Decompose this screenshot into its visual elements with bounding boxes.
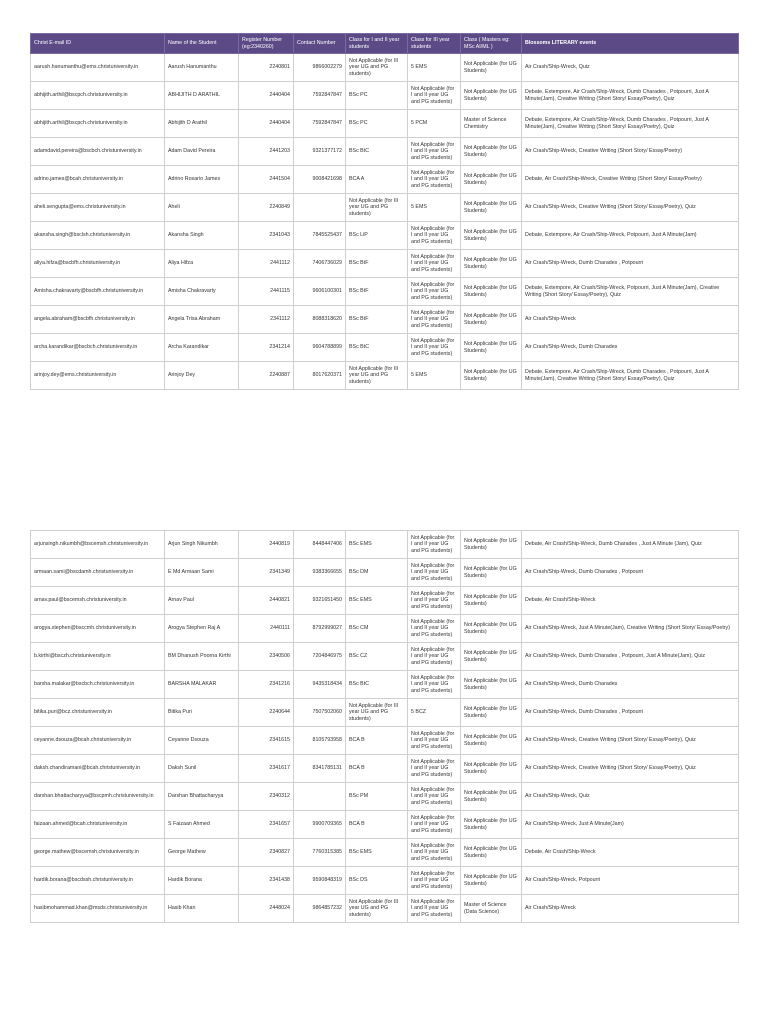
cell-events: Air Crash/Ship-Wreck, Quiz bbox=[522, 783, 739, 811]
cell-contact: 8341785131 bbox=[294, 755, 346, 783]
cell-email: george.mathew@bscemsh.christuniversity.in bbox=[31, 839, 165, 867]
cell-register: 2341043 bbox=[239, 222, 294, 250]
cell-name: Adrino Rosario James bbox=[165, 166, 239, 194]
cell-class-iii: Not Applicable (for I and II year UG and PG students) bbox=[408, 671, 461, 699]
cell-events: Debate, Extempore, Air Crash/Ship-Wreck, Dumb Charades , Potpourri, Just A Minute(Jam), Creative Writing (Short Story/ Essay/Poetry), Quiz bbox=[522, 82, 739, 110]
cell-class-ug: Not Applicable (for III year UG and PG students) bbox=[346, 362, 408, 390]
cell-register: 2440819 bbox=[239, 531, 294, 559]
cell-contact: 9435318434 bbox=[294, 671, 346, 699]
cell-events: Air Crash/Ship-Wreck bbox=[522, 306, 739, 334]
cell-class-iii: 5 PCM bbox=[408, 110, 461, 138]
cell-class-iii: 5 EMS bbox=[408, 194, 461, 222]
cell-class-masters: Not Applicable (for UG Students) bbox=[461, 699, 522, 727]
cell-email: adamdavid.pereira@bscbch.christuniversity.in bbox=[31, 138, 165, 166]
cell-email: abhijith.arthil@bscpch.christuniversity.in bbox=[31, 110, 165, 138]
cell-email: aheli.sengupta@ems.christuniversity.in bbox=[31, 194, 165, 222]
cell-name: Arinjoy Dey bbox=[165, 362, 239, 390]
cell-events: Air Crash/Ship-Wreck, Creative Writing (Short Story/ Essay/Poetry), Quiz bbox=[522, 727, 739, 755]
header-class-ug: Class for I and II year students bbox=[346, 34, 408, 54]
cell-class-iii: Not Applicable (for I and II year UG and PG students) bbox=[408, 587, 461, 615]
table-row bbox=[31, 587, 739, 615]
cell-register: 2441115 bbox=[239, 278, 294, 306]
cell-contact: 8448447406 bbox=[294, 531, 346, 559]
cell-email: bitika.puri@bcz.christuniversity.in bbox=[31, 699, 165, 727]
cell-register: 2440404 bbox=[239, 82, 294, 110]
cell-class-masters: Not Applicable (for UG Students) bbox=[461, 839, 522, 867]
table-row bbox=[31, 334, 739, 362]
cell-email: arogya.stephen@bsccmh.christuniversity.in bbox=[31, 615, 165, 643]
cell-contact: 9606100301 bbox=[294, 278, 346, 306]
table-row bbox=[31, 727, 739, 755]
table-row bbox=[31, 615, 739, 643]
cell-class-iii: Not Applicable (for I and II year UG and PG students) bbox=[408, 82, 461, 110]
cell-contact: 7406736029 bbox=[294, 250, 346, 278]
cell-class-iii: Not Applicable (for I and II year UG and PG students) bbox=[408, 334, 461, 362]
cell-class-ug: BSc EMS bbox=[346, 587, 408, 615]
table-row bbox=[31, 166, 739, 194]
cell-class-ug: BSc BtF bbox=[346, 278, 408, 306]
cell-class-masters: Not Applicable (for UG Students) bbox=[461, 306, 522, 334]
cell-class-iii: Not Applicable (for I and II year UG and PG students) bbox=[408, 839, 461, 867]
cell-contact: 7507502060 bbox=[294, 699, 346, 727]
header-email: Christ E-mail ID bbox=[31, 34, 165, 54]
cell-class-ug: Not Applicable (for III year UG and PG students) bbox=[346, 895, 408, 923]
table-row bbox=[31, 895, 739, 923]
cell-register: 2341617 bbox=[239, 755, 294, 783]
cell-contact: 7845525437 bbox=[294, 222, 346, 250]
cell-class-masters: Not Applicable (for UG Students) bbox=[461, 194, 522, 222]
cell-register: 2341214 bbox=[239, 334, 294, 362]
cell-name: Angela Trisa Abraham bbox=[165, 306, 239, 334]
cell-class-iii: Not Applicable (for I and II year UG and PG students) bbox=[408, 895, 461, 923]
table-row bbox=[31, 278, 739, 306]
cell-email: armaan.sami@bscdamh.christuniversity.in bbox=[31, 559, 165, 587]
cell-contact: 7592847847 bbox=[294, 82, 346, 110]
cell-class-masters: Master of Science (Data Science) bbox=[461, 895, 522, 923]
cell-events: Air Crash/Ship-Wreck, Creative Writing (Short Story/ Essay/Poetry), Quiz bbox=[522, 755, 739, 783]
cell-class-masters: Not Applicable (for UG Students) bbox=[461, 783, 522, 811]
cell-events: Air Crash/Ship-Wreck, Dumb Charades , Potpourri, Just A Minute(Jam), Quiz bbox=[522, 643, 739, 671]
cell-register: 2240887 bbox=[239, 362, 294, 390]
cell-contact: 9590848319 bbox=[294, 867, 346, 895]
cell-contact bbox=[294, 783, 346, 811]
table-row bbox=[31, 867, 739, 895]
cell-events: Debate, Air Crash/Ship-Wreck, Dumb Charades , Just A Minute (Jam), Quiz bbox=[522, 531, 739, 559]
cell-class-ug: BSc DM bbox=[346, 559, 408, 587]
cell-class-masters: Not Applicable (for UG Students) bbox=[461, 587, 522, 615]
cell-register: 2340312 bbox=[239, 783, 294, 811]
table-row bbox=[31, 362, 739, 390]
cell-email: akansha.singh@bsclsh.christuniversity.in bbox=[31, 222, 165, 250]
cell-register: 2341349 bbox=[239, 559, 294, 587]
header-class-iii: Class for III year students bbox=[408, 34, 461, 54]
cell-class-iii: Not Applicable (for I and II year UG and PG students) bbox=[408, 222, 461, 250]
cell-class-ug: BSc BtC bbox=[346, 138, 408, 166]
cell-contact: 9864857232 bbox=[294, 895, 346, 923]
cell-email: hasibmohammad.khan@msds.christuniversity.in bbox=[31, 895, 165, 923]
cell-email: faizaan.ahmed@bcah.christuniversity.in bbox=[31, 811, 165, 839]
cell-events: Debate, Extempore, Air Crash/Ship-Wreck, Potpourri, Just A Minute(Jam), Creative Writing (Short Story/ Essay/Poetry), Quiz bbox=[522, 278, 739, 306]
cell-class-iii: Not Applicable (for I and II year UG and PG students) bbox=[408, 166, 461, 194]
cell-register: 2240644 bbox=[239, 699, 294, 727]
cell-events: Debate, Air Crash/Ship-Wreck bbox=[522, 839, 739, 867]
cell-class-masters: Not Applicable (for UG Students) bbox=[461, 643, 522, 671]
cell-contact: 7204846975 bbox=[294, 643, 346, 671]
header-name: Name of the Student bbox=[165, 34, 239, 54]
cell-class-masters: Not Applicable (for UG Students) bbox=[461, 755, 522, 783]
cell-email: hardik.borana@bscdssh.christuniversity.in bbox=[31, 867, 165, 895]
cell-class-masters: Not Applicable (for UG Students) bbox=[461, 222, 522, 250]
cell-email: aliya.hifza@bscbfh.christuniversity.in bbox=[31, 250, 165, 278]
cell-name: Arogya Stephen Raj A bbox=[165, 615, 239, 643]
cell-class-masters: Master of Science Chemistry bbox=[461, 110, 522, 138]
cell-class-masters: Not Applicable (for UG Students) bbox=[461, 811, 522, 839]
cell-email: adrino.james@bcah.christuniversity.in bbox=[31, 166, 165, 194]
cell-email: archa.karandikar@bscbch.christuniversity.in bbox=[31, 334, 165, 362]
table-row bbox=[31, 54, 739, 82]
header-class-masters: Class ( Masters eg: MSc AI/ML ) bbox=[461, 34, 522, 54]
cell-email: abhijith.arthil@bscpch.christuniversity.in bbox=[31, 82, 165, 110]
cell-register: 2341216 bbox=[239, 671, 294, 699]
cell-class-ug: BSc BtC bbox=[346, 334, 408, 362]
header-contact: Contact Number bbox=[294, 34, 346, 54]
cell-events: Air Crash/Ship-Wreck bbox=[522, 895, 739, 923]
cell-events: Debate, Extempore, Air Crash/Ship-Wreck, Dumb Charades , Potpourri, Just A Minute(Jam), Creative Writing (Short Story/ Essay/Poetry), Quiz bbox=[522, 362, 739, 390]
cell-email: arnav.paul@bscemsh.christuniversity.in bbox=[31, 587, 165, 615]
table-row bbox=[31, 839, 739, 867]
cell-class-masters: Not Applicable (for UG Students) bbox=[461, 166, 522, 194]
cell-register: 2441112 bbox=[239, 250, 294, 278]
cell-events: Debate, Air Crash/Ship-Wreck, Creative Writing (Short Story/ Essay/Poetry) bbox=[522, 166, 739, 194]
cell-class-iii: Not Applicable (for I and II year UG and PG students) bbox=[408, 727, 461, 755]
cell-class-iii: Not Applicable (for I and II year UG and PG students) bbox=[408, 783, 461, 811]
cell-events: Air Crash/Ship-Wreck, Dumb Charades , Potpourri bbox=[522, 250, 739, 278]
cell-name: Archa Karandikar bbox=[165, 334, 239, 362]
cell-class-ug: BSc PM bbox=[346, 783, 408, 811]
cell-register: 2240801 bbox=[239, 54, 294, 82]
cell-email: Amisha.chakravarty@bscbfh.christuniversity.in bbox=[31, 278, 165, 306]
cell-class-masters: Not Applicable (for UG Students) bbox=[461, 867, 522, 895]
cell-name: Darshan Bhattacharyya bbox=[165, 783, 239, 811]
cell-class-masters: Not Applicable (for UG Students) bbox=[461, 362, 522, 390]
cell-register: 2441203 bbox=[239, 138, 294, 166]
cell-name: Daksh Sunil bbox=[165, 755, 239, 783]
cell-class-masters: Not Applicable (for UG Students) bbox=[461, 727, 522, 755]
cell-name: ABHIJITH D ARATHIL bbox=[165, 82, 239, 110]
table-row bbox=[31, 811, 739, 839]
cell-class-iii: Not Applicable (for I and II year UG and PG students) bbox=[408, 867, 461, 895]
cell-name: Abhijith D Arathil bbox=[165, 110, 239, 138]
cell-contact: 8792999027 bbox=[294, 615, 346, 643]
cell-class-iii: Not Applicable (for I and II year UG and PG students) bbox=[408, 643, 461, 671]
cell-class-masters: Not Applicable (for UG Students) bbox=[461, 334, 522, 362]
table-row bbox=[31, 755, 739, 783]
cell-class-ug: BSc PC bbox=[346, 110, 408, 138]
cell-class-ug: BSc CM bbox=[346, 615, 408, 643]
cell-class-masters: Not Applicable (for UG Students) bbox=[461, 54, 522, 82]
cell-class-masters: Not Applicable (for UG Students) bbox=[461, 82, 522, 110]
cell-register: 2240849 bbox=[239, 194, 294, 222]
cell-contact: 9866002279 bbox=[294, 54, 346, 82]
cell-name: S Faizaan Ahmed bbox=[165, 811, 239, 839]
cell-register: 2341657 bbox=[239, 811, 294, 839]
cell-contact: 8017620371 bbox=[294, 362, 346, 390]
cell-name: Aliya Hifza bbox=[165, 250, 239, 278]
cell-class-masters: Not Applicable (for UG Students) bbox=[461, 531, 522, 559]
cell-email: barsha.malakar@bscbch.christuniversity.in bbox=[31, 671, 165, 699]
cell-name: BARSHA MALAKAR bbox=[165, 671, 239, 699]
cell-class-iii: Not Applicable (for I and II year UG and PG students) bbox=[408, 559, 461, 587]
cell-class-masters: Not Applicable (for UG Students) bbox=[461, 278, 522, 306]
cell-events: Debate, Extempore, Air Crash/Ship-Wreck, Dumb Charades , Potpourri, Just A Minute(Jam), Creative Writing (Short Story/ Essay/Poetry), Quiz bbox=[522, 110, 739, 138]
cell-register: 2448024 bbox=[239, 895, 294, 923]
table-row bbox=[31, 82, 739, 110]
cell-email: darshan.bhattacharyya@bscpmh.christuniversity.in bbox=[31, 783, 165, 811]
header-register: Register Number (eg:2340260) bbox=[239, 34, 294, 54]
cell-class-iii: 5 BCZ bbox=[408, 699, 461, 727]
cell-contact: 9383366655 bbox=[294, 559, 346, 587]
cell-register: 2441504 bbox=[239, 166, 294, 194]
cell-email: arjunsingh.nikumbh@bscemsh.christuniversity.in bbox=[31, 531, 165, 559]
cell-events: Debate, Extempore, Air Crash/Ship-Wreck, Potpourri, Just A Minute(Jam) bbox=[522, 222, 739, 250]
cell-name: Akansha Singh bbox=[165, 222, 239, 250]
cell-events: Air Crash/Ship-Wreck, Dumb Charades , Potpourri bbox=[522, 559, 739, 587]
cell-class-ug: BCA B bbox=[346, 727, 408, 755]
cell-register: 2440821 bbox=[239, 587, 294, 615]
cell-contact: 8105793958 bbox=[294, 727, 346, 755]
cell-class-iii: Not Applicable (for I and II year UG and PG students) bbox=[408, 250, 461, 278]
cell-name: Ceyanne Dsouza bbox=[165, 727, 239, 755]
cell-register: 2340827 bbox=[239, 839, 294, 867]
cell-email: angela.abraham@bscbfh.christuniversity.in bbox=[31, 306, 165, 334]
cell-class-ug: BCA B bbox=[346, 755, 408, 783]
cell-events: Air Crash/Ship-Wreck, Just A Minute(Jam) bbox=[522, 811, 739, 839]
cell-email: daksh.chandiramani@bcah.christuniversity.in bbox=[31, 755, 165, 783]
cell-class-ug: BCA B bbox=[346, 811, 408, 839]
cell-events: Air Crash/Ship-Wreck, Dumb Charades , Potpourri bbox=[522, 699, 739, 727]
cell-name: Adam David Pereira bbox=[165, 138, 239, 166]
cell-class-ug: BSc EMS bbox=[346, 531, 408, 559]
cell-class-ug: Not Applicable (for III year UG and PG students) bbox=[346, 54, 408, 82]
table-row bbox=[31, 783, 739, 811]
cell-contact: 7592847847 bbox=[294, 110, 346, 138]
cell-class-masters: Not Applicable (for UG Students) bbox=[461, 138, 522, 166]
cell-name: Amisha Chakravarty bbox=[165, 278, 239, 306]
cell-events: Air Crash/Ship-Wreck, Quiz bbox=[522, 54, 739, 82]
table-row bbox=[31, 110, 739, 138]
cell-class-masters: Not Applicable (for UG Students) bbox=[461, 559, 522, 587]
table-row bbox=[31, 138, 739, 166]
cell-class-iii: Not Applicable (for I and II year UG and PG students) bbox=[408, 306, 461, 334]
cell-class-iii: Not Applicable (for I and II year UG and PG students) bbox=[408, 278, 461, 306]
cell-events: Air Crash/Ship-Wreck, Just A Minute(Jam), Creative Writing (Short Story/ Essay/Poetry) bbox=[522, 615, 739, 643]
cell-class-iii: 5 EMS bbox=[408, 362, 461, 390]
cell-register: 2340506 bbox=[239, 643, 294, 671]
cell-class-ug: BSc BtF bbox=[346, 306, 408, 334]
cell-class-ug: Not Applicable (for III year UG and PG students) bbox=[346, 194, 408, 222]
cell-name: E Md Armaan Sami bbox=[165, 559, 239, 587]
cell-class-ug: Not Applicable (for III year UG and PG students) bbox=[346, 699, 408, 727]
cell-contact: 9321377172 bbox=[294, 138, 346, 166]
cell-class-masters: Not Applicable (for UG Students) bbox=[461, 615, 522, 643]
cell-class-iii: 5 EMS bbox=[408, 54, 461, 82]
cell-name: Arjun Singh Nikumbh bbox=[165, 531, 239, 559]
cell-name: Hardik Borana bbox=[165, 867, 239, 895]
cell-class-iii: Not Applicable (for I and II year UG and PG students) bbox=[408, 138, 461, 166]
cell-register: 2341438 bbox=[239, 867, 294, 895]
cell-events: Air Crash/Ship-Wreck, Creative Writing (Short Story/ Essay/Poetry) bbox=[522, 138, 739, 166]
cell-register: 2440404 bbox=[239, 110, 294, 138]
table-row bbox=[31, 699, 739, 727]
header-events: Blossoms LITERARY events bbox=[522, 34, 739, 54]
cell-class-iii: Not Applicable (for I and II year UG and PG students) bbox=[408, 531, 461, 559]
cell-contact: 7760315385 bbox=[294, 839, 346, 867]
cell-class-ug: BSc LiP bbox=[346, 222, 408, 250]
registration-table-page-1 bbox=[30, 33, 739, 390]
header-row bbox=[31, 34, 739, 54]
cell-contact: 8088318620 bbox=[294, 306, 346, 334]
table-row bbox=[31, 306, 739, 334]
registration-table-page-2 bbox=[30, 530, 739, 923]
cell-class-ug: BCA A bbox=[346, 166, 408, 194]
cell-class-iii: Not Applicable (for I and II year UG and PG students) bbox=[408, 811, 461, 839]
cell-contact: 9604788899 bbox=[294, 334, 346, 362]
cell-contact bbox=[294, 194, 346, 222]
cell-class-iii: Not Applicable (for I and II year UG and PG students) bbox=[408, 615, 461, 643]
cell-contact: 9900709365 bbox=[294, 811, 346, 839]
cell-email: arinjoy.dey@ems.christuniversity.in bbox=[31, 362, 165, 390]
cell-name: Aarush Hanumanthu bbox=[165, 54, 239, 82]
cell-name: Arnav Paul bbox=[165, 587, 239, 615]
table-row bbox=[31, 250, 739, 278]
table-row bbox=[31, 222, 739, 250]
cell-class-ug: BSc EMS bbox=[346, 839, 408, 867]
cell-class-ug: BSc BtF bbox=[346, 250, 408, 278]
cell-name: BM Dhanush Poorna Kirthi bbox=[165, 643, 239, 671]
table-row bbox=[31, 559, 739, 587]
table-row bbox=[31, 671, 739, 699]
cell-events: Air Crash/Ship-Wreck, Dumb Charades bbox=[522, 671, 739, 699]
cell-class-ug: BSc BtC bbox=[346, 671, 408, 699]
cell-register: 2341615 bbox=[239, 727, 294, 755]
cell-class-masters: Not Applicable (for UG Students) bbox=[461, 671, 522, 699]
cell-class-iii: Not Applicable (for I and II year UG and PG students) bbox=[408, 755, 461, 783]
cell-register: 2341112 bbox=[239, 306, 294, 334]
cell-class-masters: Not Applicable (for UG Students) bbox=[461, 250, 522, 278]
cell-class-ug: BSc CZ bbox=[346, 643, 408, 671]
table-row bbox=[31, 531, 739, 559]
cell-events: Air Crash/Ship-Wreck, Creative Writing (Short Story/ Essay/Poetry), Quiz bbox=[522, 194, 739, 222]
cell-email: aarush.hanumanthu@ems.christuniversity.in bbox=[31, 54, 165, 82]
table-row bbox=[31, 643, 739, 671]
cell-class-ug: BSc DS bbox=[346, 867, 408, 895]
cell-name: George Mathew bbox=[165, 839, 239, 867]
cell-class-ug: BSc PC bbox=[346, 82, 408, 110]
cell-name: Hasib Khan bbox=[165, 895, 239, 923]
cell-name: Aheli bbox=[165, 194, 239, 222]
cell-email: b.kirthi@bsczh.christuniversity.in bbox=[31, 643, 165, 671]
cell-name: Bitika Puri bbox=[165, 699, 239, 727]
cell-events: Debate, Air Crash/Ship-Wreck bbox=[522, 587, 739, 615]
cell-register: 2440111 bbox=[239, 615, 294, 643]
cell-events: Air Crash/Ship-Wreck, Potpourri bbox=[522, 867, 739, 895]
cell-contact: 9321651450 bbox=[294, 587, 346, 615]
cell-events: Air Crash/Ship-Wreck, Dumb Charades bbox=[522, 334, 739, 362]
cell-contact: 9008421698 bbox=[294, 166, 346, 194]
cell-email: ceyanne.dsouza@bcah.christuniversity.in bbox=[31, 727, 165, 755]
table-row bbox=[31, 194, 739, 222]
